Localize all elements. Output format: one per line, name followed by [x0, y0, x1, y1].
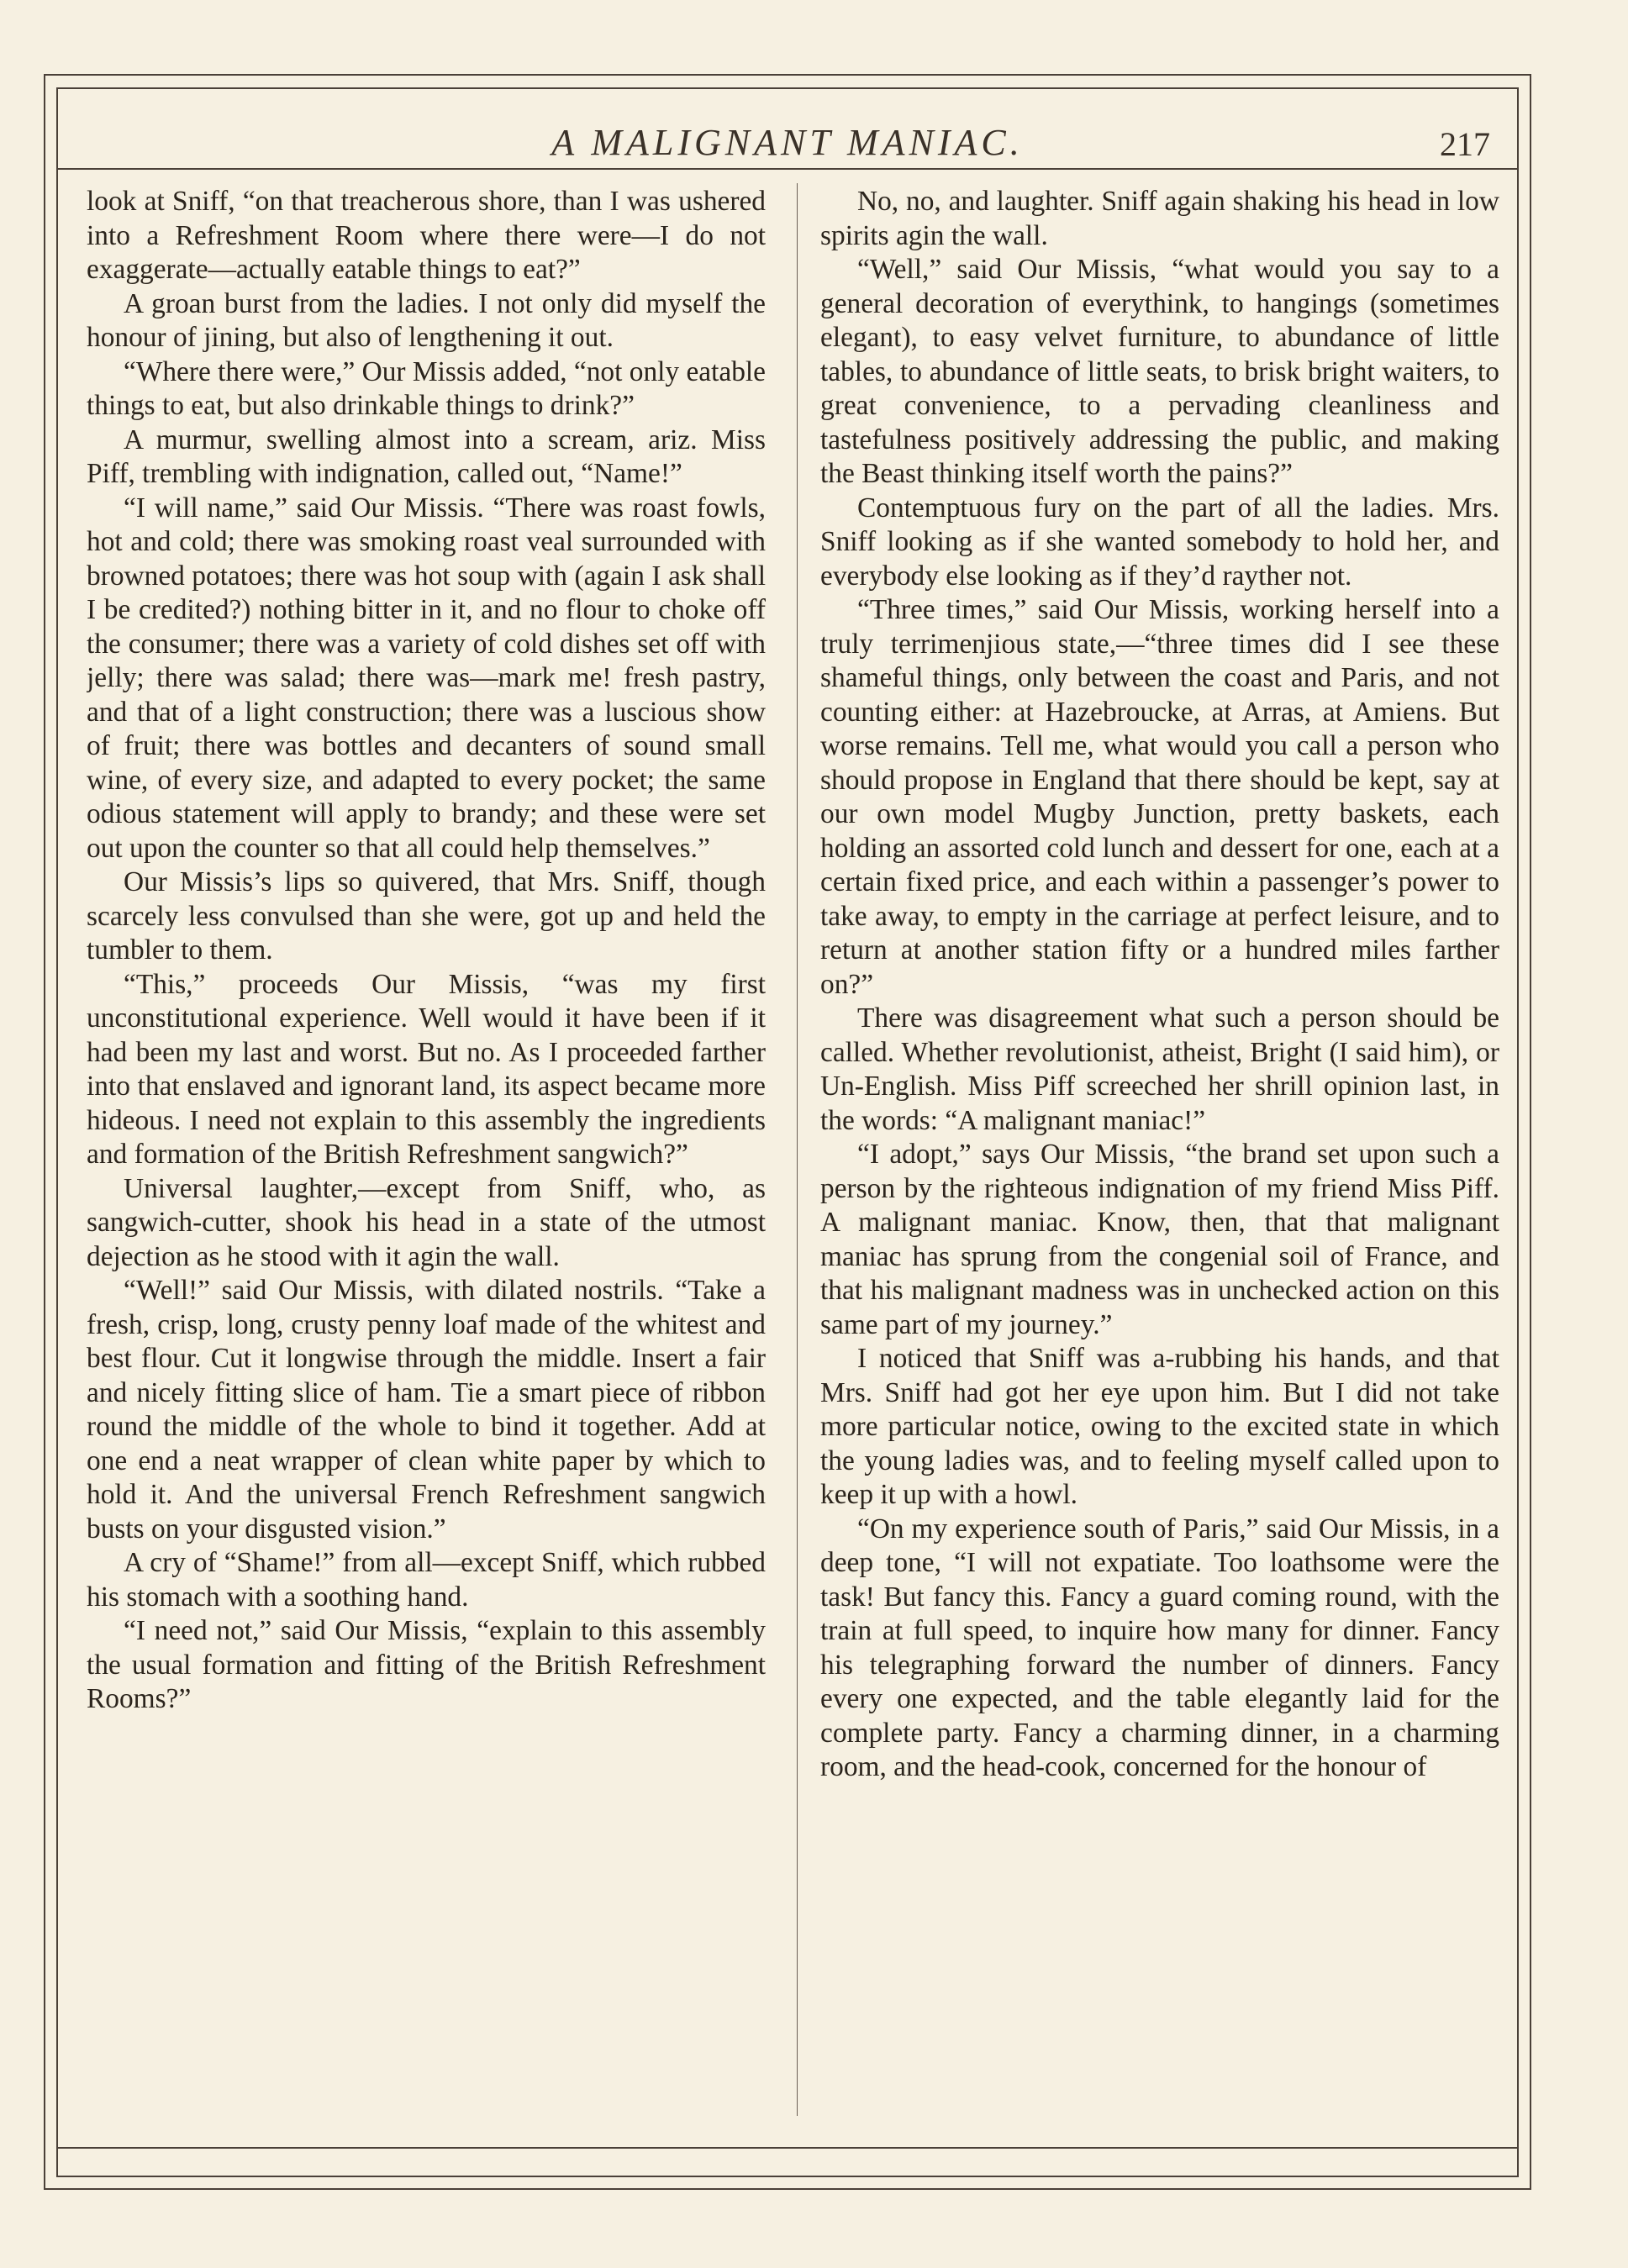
footer-rule [56, 2147, 1519, 2149]
paragraph: look at Sniff, “on that treacherous shore, than I was ushered into a Refreshment Room where there were—I do not exaggerate—actually eatable things to eat?” [87, 186, 766, 285]
paragraph: Universal laughter,—except from Sniff, who, as sangwich-cutter, shook his head in a state of the utmost dejection as he stood with it agin the wall. [87, 1172, 766, 1272]
header-rule [56, 168, 1519, 170]
paragraph: “Well,” said Our Missis, “what would you say to a general decoration of everythink, to hangings (sometimes elegant), to easy velvet furniture, to abundance of little tables, to abundance of little seats, to brisk bright waiters, to great convenience, to a pervading cleanliness and tastefulness positively addressing the public, and making the Beast thinking itself worth the pains?” [820, 254, 1499, 489]
paragraph: No, no, and laughter. Sniff again shaking his head in low spirits agin the wall. [820, 186, 1499, 251]
paragraph: A cry of “Shame!” from all—except Sniff, which rubbed his stomach with a soothing hand. [87, 1547, 766, 1613]
page-number: 217 [1440, 125, 1490, 163]
paragraph: Contemptuous fury on the part of all the ladies. Mrs. Sniff looking as if she wanted somebody to hold her, and everybody else looking as if they’d rayther not. [820, 492, 1499, 592]
running-head [56, 114, 1519, 165]
paragraph: I noticed that Sniff was a-rubbing his hands, and that Mrs. Sniff had got her eye upon him. But I did not take more particular notice, owing to the excited state in which the young ladies was, and to feeling myself called upon to keep it up with a howl. [820, 1343, 1499, 1510]
left-column [87, 185, 766, 2134]
paragraph: “I will name,” said Our Missis. “There was roast fowls, hot and cold; there was smoking roast veal surrounded with browned potatoes; there was hot soup with (again I ask shall I be credited?) nothing bitter in it, and no flour to choke off the consumer; there was a variety of cold dishes set off with jelly; there was salad; there was—mark me! fresh pastry, and that of a light construction; there was a luscious show of fruit; there was bottles and decanters of sound small wine, of every size, and adapted to every pocket; the same odious statement will apply to brandy; and these were set out upon the counter so that all could help themselves.” [87, 492, 766, 864]
paragraph: “Three times,” said Our Missis, working herself into a truly terrimenjious state,—“three times did I see these shameful things, only between the coast and Paris, and not counting either: at Hazebroucke, at Arras, at Amiens. But worse remains. Tell me, what would you call a person who should propose in England that there should be kept, say at our own model Mugby Junction, pretty baskets, each holding an assorted cold lunch and dessert for one, each at a certain fixed price, and each within a passenger’s power to take away, to empty in the carriage at perfect leisure, and to return at another station fifty or a hundred miles farther on?” [820, 594, 1499, 1000]
paragraph: A groan burst from the ladies. I not only did myself the honour of jining, but also of lengthening it out. [87, 287, 766, 353]
paragraph: “This,” proceeds Our Missis, “was my first unconstitutional experience. Well would it have been if it had been my last and worst. But no. As I proceeded farther into that enslaved and ignorant land, its aspect became more hideous. I need not explain to this assembly the ingredients and formation of the British Refreshment sangwich?” [87, 968, 766, 1170]
column-divider [797, 183, 798, 2116]
paragraph: “I need not,” said Our Missis, “explain to this assembly the usual formation and fitting of the British Refreshment Rooms?” [87, 1615, 766, 1714]
paragraph: “Well!” said Our Missis, with dilated nostrils. “Take a fresh, crisp, long, crusty penny loaf made of the whitest and best flour. Cut it longwise through the middle. Insert a fair and nicely fitting slice of ham. Tie a smart piece of ribbon round the middle of the whole to bind it together. Add at one end a neat wrapper of clean white paper by which to hold it. And the universal French Refreshment sangwich busts on your disgusted vision.” [87, 1275, 766, 1544]
paragraph: “On my experience south of Paris,” said Our Missis, in a deep tone, “I will not expatiate. Too loathsome were the task! But fancy this. Fancy a guard coming round, with the train at full speed, to inquire how many for dinner. Fancy his telegraphing forward the number of dinners. Fancy every one expected, and the table elegantly laid for the complete party. Fancy a charming dinner, in a charming room, and the head-cook, concerned for the honour of [820, 1513, 1499, 1782]
right-column [820, 185, 1499, 2134]
running-title: A MALIGNANT MANIAC. [551, 122, 1024, 163]
paragraph: Our Missis’s lips so quivered, that Mrs. Sniff, though scarcely less convulsed than she were, got up and held the tumbler to them. [87, 866, 766, 966]
paragraph: “I adopt,” says Our Missis, “the brand set upon such a person by the righteous indignation of my friend Miss Piff. A malignant maniac. Know, then, that that malignant maniac has sprung from the congenial soil of France, and that his malignant madness was in unchecked action on this same part of my journey.” [820, 1139, 1499, 1340]
paragraph: There was disagreement what such a person should be called. Whether revolutionist, atheist, Bright (I said him), or Un-English. Miss Piff screeched her shrill opinion last, in the words: “A malignant maniac!” [820, 1002, 1499, 1136]
paragraph: A murmur, swelling almost into a scream, ariz. Miss Piff, trembling with indignation, called out, “Name!” [87, 424, 766, 489]
paragraph: “Where there were,” Our Missis added, “not only eatable things to eat, but also drinkable things to drink?” [87, 355, 766, 421]
